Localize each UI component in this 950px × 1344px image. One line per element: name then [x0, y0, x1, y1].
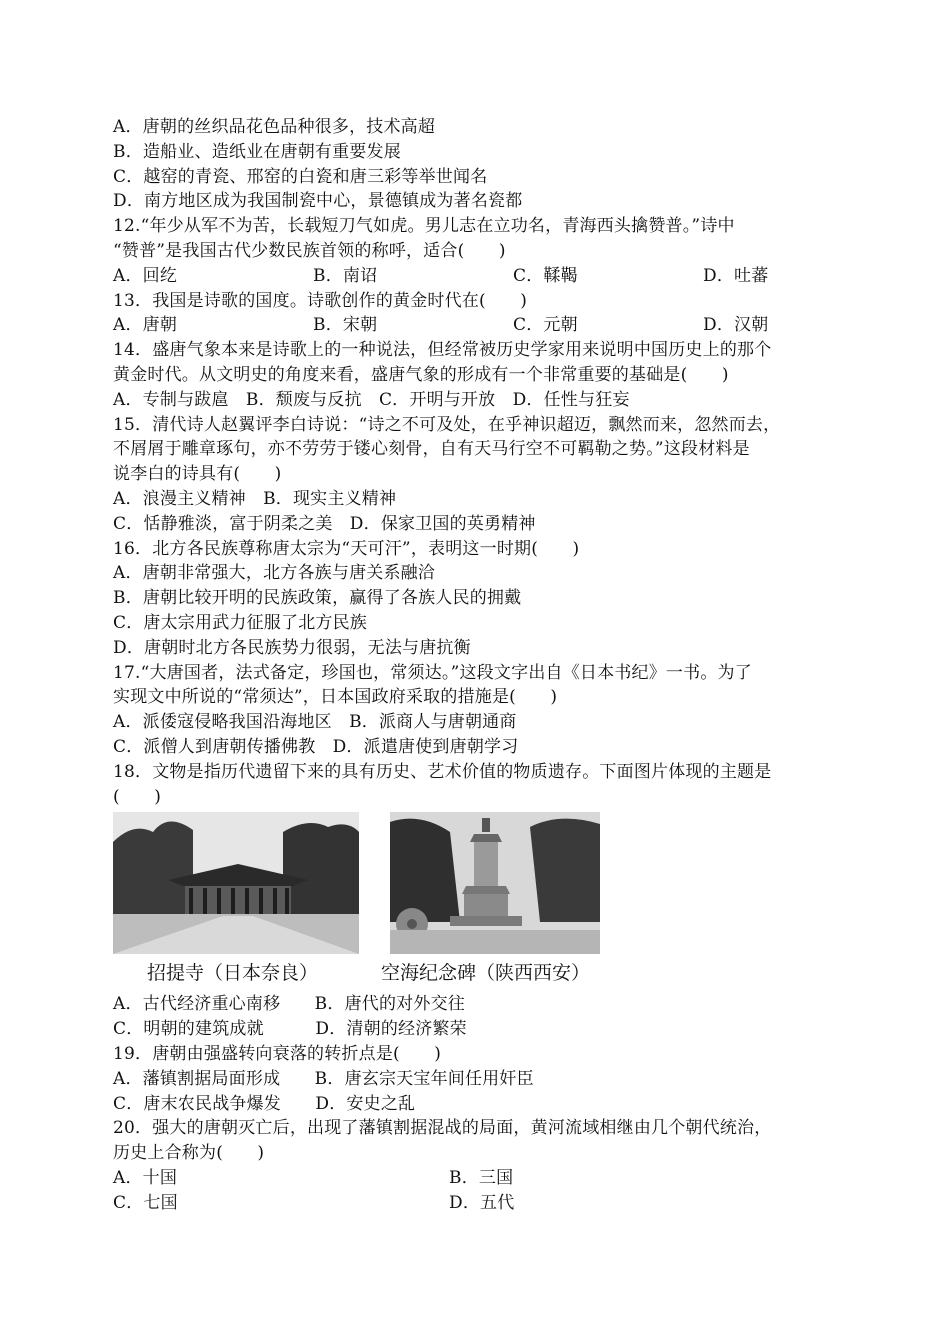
q20-option-c: C．七国: [113, 1192, 178, 1213]
q17-options-ab: A．派倭寇侵略我国沿海地区 B．派商人与唐朝通商: [113, 712, 517, 733]
q14-stem-line1: 14．盛唐气象本来是诗歌上的一种说法，但经常被历史学家用来说明中国历史上的那个: [113, 340, 772, 361]
monument-caption: 空海纪念碑（陕西西安）: [381, 962, 591, 985]
q17-stem-line1: 17.“大唐国者，法式备定，珍国也，常须达。”这段文字出自《日本书纪》一书。为了: [113, 662, 752, 683]
q13-stem: 13．我国是诗歌的国度。诗歌创作的黄金时代在( ): [113, 290, 528, 311]
q16-option-a: A．唐朝非常强大，北方各族与唐关系融洽: [113, 563, 436, 584]
q13-option-b: B．宋朝: [313, 315, 378, 336]
q14-stem-line2: 黄金时代。从文明史的角度来看，盛唐气象的形成有一个非常重要的基础是( ): [113, 364, 729, 385]
q15-stem-line3: 说李白的诗具有( ): [113, 464, 282, 485]
monument-photo: [390, 812, 600, 954]
q20-option-a: A．十国: [113, 1167, 178, 1188]
exam-page: [113, 115, 848, 1215]
q14-options: A．专制与跋扈 B．颓废与反抗 C．开明与开放 D．任性与狂妄: [113, 389, 630, 410]
temple-caption: 招提寺（日本奈良）: [147, 962, 319, 985]
q19-options-ab: A．藩镇割据局面形成 B．唐玄宗天宝年间任用奸臣: [113, 1068, 534, 1089]
q15-options-cd: C．恬静雅淡，富于阴柔之美 D．保家卫国的英勇精神: [113, 513, 536, 534]
q13-option-d: D．汉朝: [703, 315, 769, 336]
q16-option-b: B．唐朝比较开明的民族政策，赢得了各族人民的拥戴: [113, 588, 522, 609]
q12-option-b: B．南诏: [313, 265, 378, 286]
q16-option-c: C．唐太宗用武力征服了北方民族: [113, 612, 368, 633]
q20-stem-line2: 历史上合称为( ): [113, 1143, 265, 1164]
q19-stem: 19．唐朝由强盛转向衰落的转折点是( ): [113, 1043, 442, 1064]
q15-options-ab: A．浪漫主义精神 B．现实主义精神: [113, 488, 397, 509]
q17-options-cd: C．派僧人到唐朝传播佛教 D．派遣唐使到唐朝学习: [113, 736, 519, 757]
q11-option-c: C．越窑的青瓷、邢窑的白瓷和唐三彩等举世闻名: [113, 166, 488, 187]
q18-options-ab: A．古代经济重心南移 B．唐代的对外交往: [113, 994, 465, 1015]
temple-photo: [113, 812, 359, 954]
q11-option-d: D．南方地区成为我国制瓷中心，景德镇成为著名瓷都: [113, 191, 523, 212]
q20-options-row1: [113, 1166, 848, 1191]
q20-stem-line1: 20．强大的唐朝灭亡后，出现了藩镇割据混战的局面，黄河流域相继由几个朝代统治，: [113, 1118, 772, 1139]
q12-option-d: D．吐蕃: [703, 265, 769, 286]
q12-options: [113, 264, 848, 289]
q19-options-cd: C．唐末农民战争爆发 D．安史之乱: [113, 1093, 416, 1114]
q12-stem-line1: 12.“年少从军不为苦，长载短刀气如虎。男儿志在立功名，青海西头擒赞普。”诗中: [113, 216, 735, 237]
q13-option-a: A．唐朝: [113, 315, 178, 336]
q20-options-row2: [113, 1191, 848, 1216]
q12-option-a: A．回纥: [113, 265, 178, 286]
q18-figure: [113, 812, 848, 992]
q11-option-a: A．唐朝的丝织品花色品种很多，技术高超: [113, 117, 436, 137]
q16-option-d: D．唐朝时北方各民族势力很弱，无法与唐抗衡: [113, 637, 471, 658]
q15-stem-line2: 不屑屑于雕章琢句，亦不劳劳于镂心刻骨，自有天马行空不可羁勒之势。”这段材料是: [113, 439, 750, 460]
q12-stem-line2: “赞普”是我国古代少数民族首领的称呼，适合( ): [113, 240, 506, 261]
q18-options-cd: C．明朝的建筑成就 D．清朝的经济繁荣: [113, 1019, 467, 1040]
q12-option-c: C．鞣鞨: [513, 265, 578, 286]
q20-option-b: B．三国: [449, 1167, 514, 1188]
q18-stem-line1: 18．文物是指历代遗留下来的具有历史、艺术价值的物质遗存。下面图片体现的主题是: [113, 761, 772, 782]
q11-option-b: B．造船业、造纸业在唐朝有重要发展: [113, 141, 401, 162]
q18-stem-line2: ( ): [113, 786, 162, 807]
q15-stem-line1: 15．清代诗人赵翼评李白诗说：“诗之不可及处，在乎神识超迈，飘然而来，忽然而去，: [113, 414, 781, 435]
q13-options: [113, 313, 848, 338]
q20-option-d: D．五代: [449, 1192, 515, 1213]
q13-option-c: C．元朝: [513, 315, 578, 336]
q17-stem-line2: 实现文中所说的“常须达”，日本国政府采取的措施是( ): [113, 687, 558, 708]
q16-stem: 16．北方各民族尊称唐太宗为“天可汗”，表明这一时期( ): [113, 538, 580, 559]
